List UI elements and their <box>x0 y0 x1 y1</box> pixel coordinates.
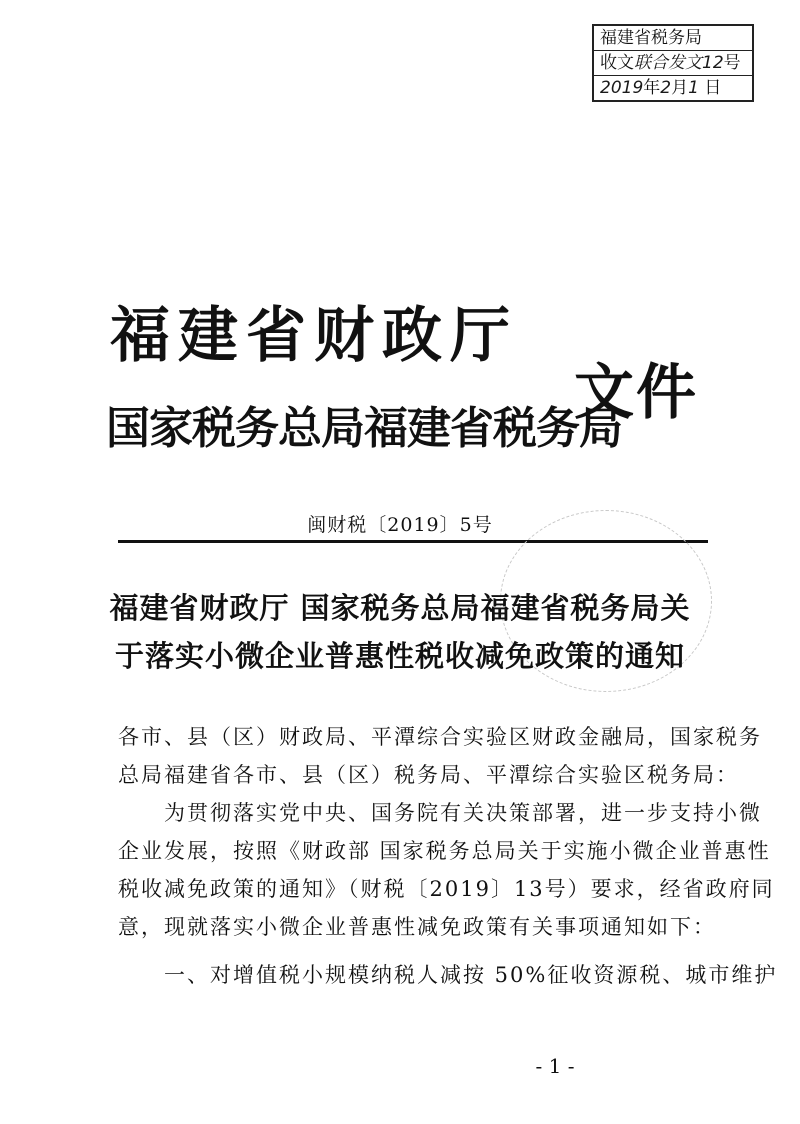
stamp-agency: 福建省税务局 <box>594 26 752 51</box>
body-line: 各市、县（区）财政局、平潭综合实验区财政金融局，国家税务 <box>118 725 762 749</box>
stamp-date <box>594 76 752 100</box>
stamp-day-label: 日 <box>704 78 722 98</box>
issuer-name-secondary: 国家税务总局福建省税务局 <box>106 403 622 454</box>
document-number: 闽财税〔2019〕5号 <box>307 514 493 536</box>
stamp-year-label: 年 <box>643 78 661 98</box>
body-line: 企业发展，按照《财政部 国家税务总局关于实施小微企业普惠性 <box>118 839 771 863</box>
issuer-name-primary: 福建省财政厅 <box>110 301 518 371</box>
stamp-receipt-number <box>594 51 752 76</box>
stamp-receipt-suffix: 号 <box>723 53 741 73</box>
document-title-line-1: 福建省财政厅 国家税务总局福建省税务局关 <box>109 591 691 625</box>
body-line: 为贯彻落实党中央、国务院有关决策部署，进一步支持小微 <box>118 801 762 825</box>
stamp-month-label: 月 <box>671 78 689 98</box>
stamp-receipt-hand: 联合发文 <box>634 53 702 73</box>
stamp-receipt-num: 12 <box>702 53 724 73</box>
stamp-year: 2019 <box>600 78 644 98</box>
receipt-stamp <box>592 24 754 102</box>
body-line: 意，现就落实小微企业普惠性减免政策有关事项通知如下： <box>118 915 716 939</box>
stamp-receipt-prefix: 收文 <box>600 53 634 73</box>
document-title-line-2: 于落实小微企业普惠性税收减免政策的通知 <box>114 639 685 673</box>
stamp-day: 1 <box>688 78 699 98</box>
body-line: 税收减免政策的通知》（财税〔2019〕13号）要求，经省政府同 <box>118 877 775 901</box>
document-type-label: 文件 <box>574 358 698 428</box>
page-number: - 1 - <box>535 1054 575 1078</box>
body-line: 总局福建省各市、县（区）税务局、平潭综合实验区税务局： <box>118 763 739 787</box>
stamp-month: 2 <box>660 78 672 98</box>
body-line: 一、对增值税小规模纳税人减按 50%征收资源税、城市维护 <box>118 963 778 987</box>
